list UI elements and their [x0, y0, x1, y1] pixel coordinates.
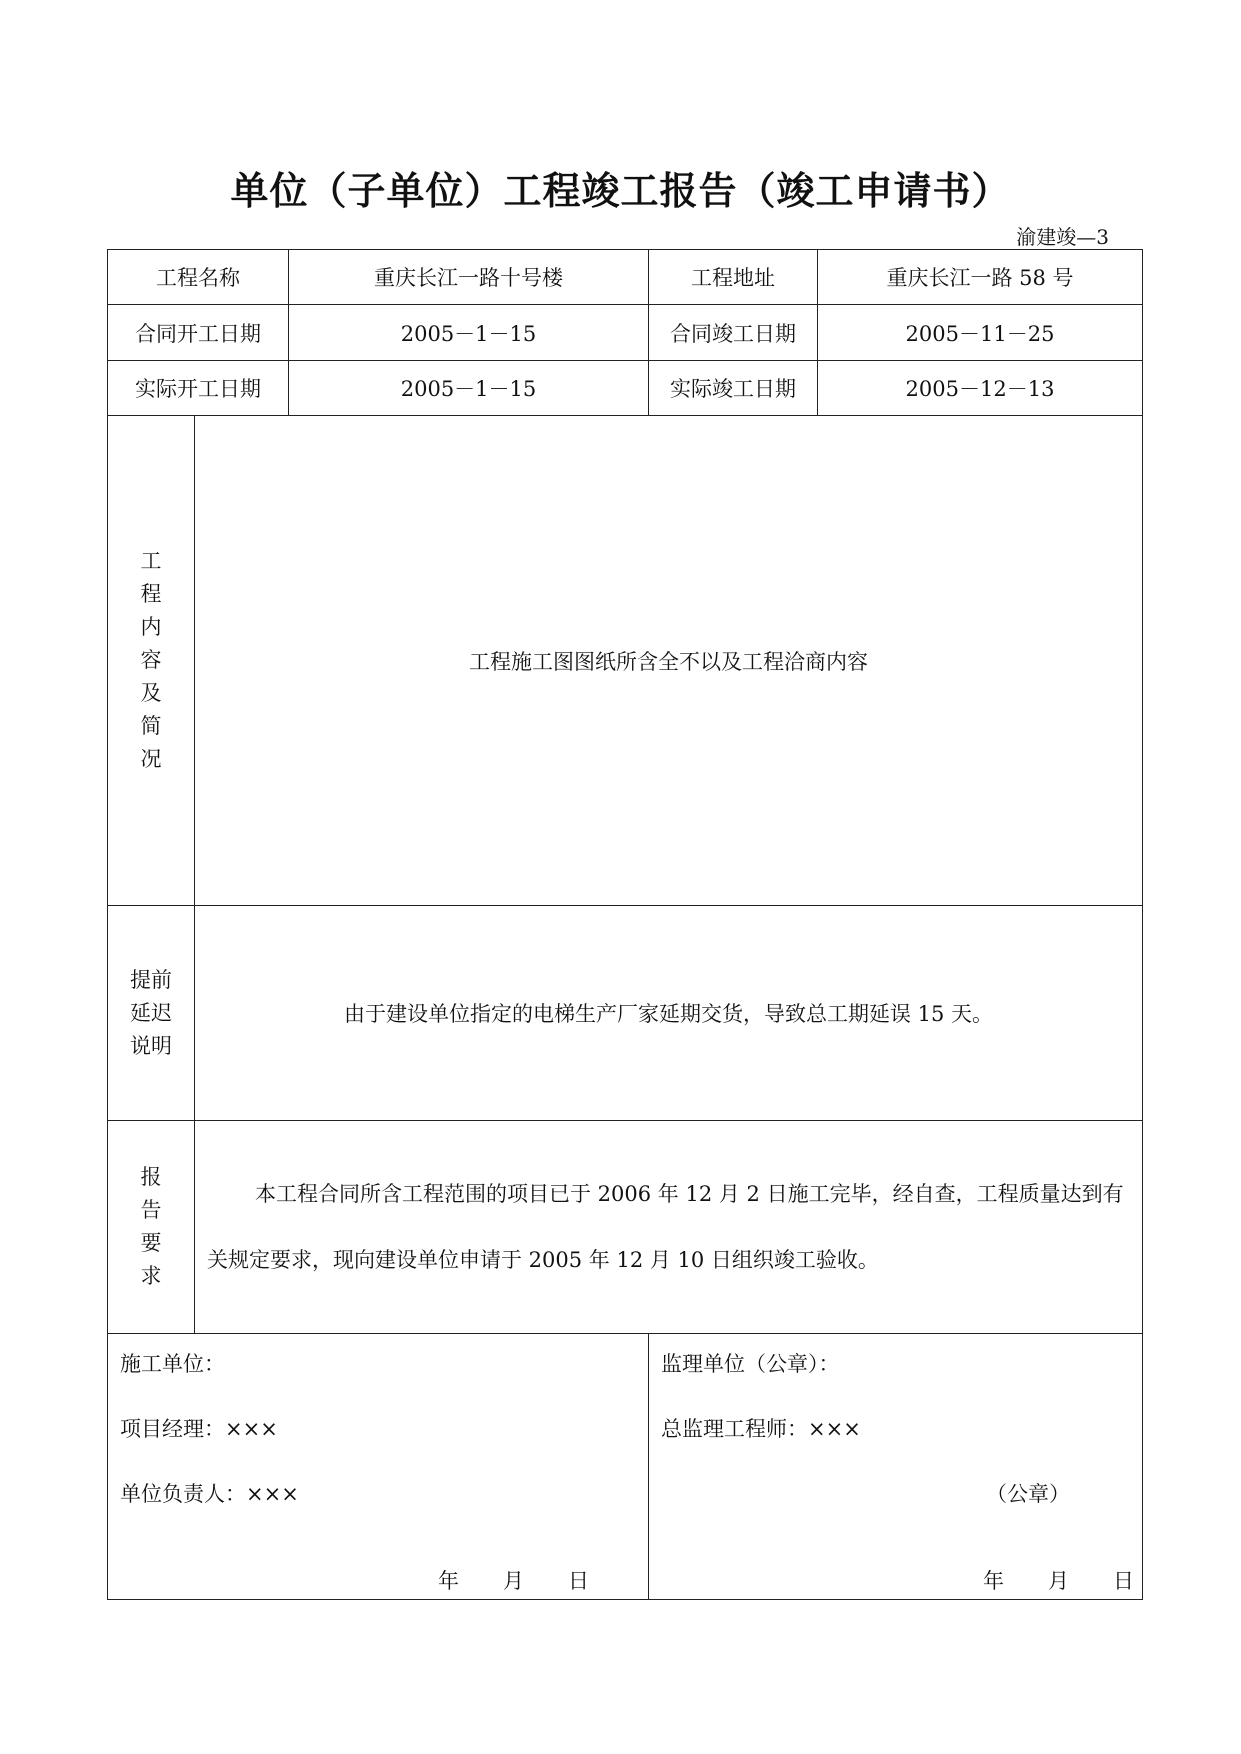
report-cell	[195, 1121, 1143, 1334]
content-label-char: 况	[140, 747, 162, 771]
project-name-value: 重庆长江一路十号楼	[289, 250, 649, 305]
contractor-date-month: 月	[503, 1569, 524, 1593]
delay-text: 由于建设单位指定的电梯生产厂家延期交货，导致总工期延误 15 天。	[195, 906, 1143, 1121]
report-label	[108, 1121, 195, 1334]
form-code: 渝建竣—3	[1016, 225, 1109, 249]
delay-label-line: 提前	[130, 967, 172, 992]
content-text: 工程施工图图纸所含全不以及工程洽商内容	[195, 416, 1143, 906]
supervisor-chief: 总监理工程师：×××	[661, 1417, 861, 1441]
row-actual-dates	[108, 361, 1143, 416]
contractor-manager: 项目经理：×××	[120, 1417, 278, 1441]
content-label-char: 工	[140, 549, 162, 573]
delay-label	[108, 906, 195, 1121]
row-delay	[108, 906, 1143, 1121]
content-label-char: 容	[140, 648, 162, 672]
content-label-char: 简	[140, 714, 162, 738]
supervisor-date-day: 日	[1113, 1569, 1134, 1593]
page-title: 单位（子单位）工程竣工报告（竣工申请书）	[230, 169, 1011, 213]
contract-start-label: 合同开工日期	[108, 305, 289, 361]
delay-label-line: 说明	[130, 1033, 172, 1058]
actual-end-value: 2005－12－13	[818, 361, 1143, 416]
project-address-label: 工程地址	[649, 250, 818, 305]
report-label-char: 求	[140, 1264, 162, 1288]
contract-start-value: 2005－1－15	[289, 305, 649, 361]
contractor-unit-label: 施工单位：	[120, 1352, 225, 1376]
report-label-char: 报	[140, 1165, 162, 1189]
supervisor-date-month: 月	[1048, 1569, 1069, 1593]
contractor-date	[438, 1565, 589, 1595]
supervisor-date-year: 年	[983, 1569, 1004, 1593]
supervisor-block	[649, 1334, 1143, 1600]
contract-end-value: 2005－11－25	[818, 305, 1143, 361]
actual-start-label: 实际开工日期	[108, 361, 289, 416]
row-signatures	[108, 1334, 1143, 1600]
actual-start-value: 2005－1－15	[289, 361, 649, 416]
supervisor-seal: （公章）	[986, 1482, 1070, 1506]
report-table	[107, 249, 1143, 1600]
content-label-char: 程	[140, 582, 162, 606]
contract-end-label: 合同竣工日期	[649, 305, 818, 361]
report-paragraph	[195, 1161, 1142, 1293]
report-label-char: 要	[140, 1231, 162, 1255]
contractor-date-year: 年	[438, 1569, 459, 1593]
project-name-label: 工程名称	[108, 250, 289, 305]
row-report	[108, 1121, 1143, 1334]
contractor-block	[108, 1334, 649, 1600]
content-label	[108, 416, 195, 906]
row-contract-dates	[108, 305, 1143, 361]
report-label-char: 告	[140, 1198, 162, 1222]
contractor-head: 单位负责人：×××	[120, 1482, 299, 1506]
row-content	[108, 416, 1143, 906]
report-text: 本工程合同所含工程范围的项目已于 2006 年 12 月 2 日施工完毕，经自查，工程质量达到有关规定要求，现向建设单位申请于 2005 年 12 月 10 日组织竣工验收。	[207, 1182, 1124, 1272]
content-label-char: 内	[140, 615, 162, 639]
project-address-value: 重庆长江一路 58 号	[818, 250, 1143, 305]
supervisor-unit-label: 监理单位（公章）：	[661, 1352, 840, 1376]
supervisor-date	[983, 1565, 1134, 1595]
contractor-date-day: 日	[568, 1569, 589, 1593]
row-project	[108, 250, 1143, 305]
delay-label-line: 延迟	[130, 1000, 172, 1025]
actual-end-label: 实际竣工日期	[649, 361, 818, 416]
content-label-char: 及	[140, 681, 162, 705]
